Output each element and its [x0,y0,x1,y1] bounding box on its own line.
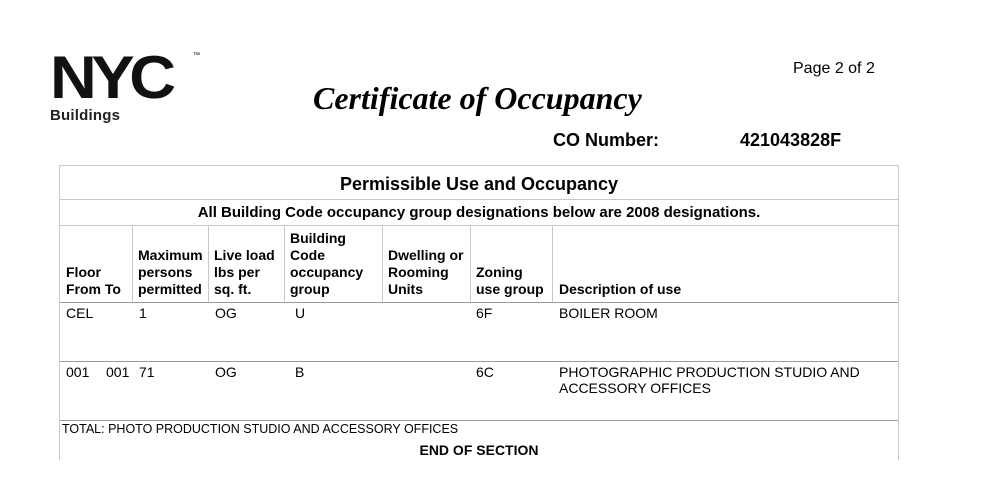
column-header-description: Description of use [559,281,682,297]
page-number: Page 2 of 2 [793,60,875,77]
logo-trademark: ™ [193,52,200,59]
table-header [60,225,898,298]
column-header-max-persons: Maximum persons permitted [138,247,203,297]
co-number-value: 421043828F [740,130,842,150]
cell-live-load: OG [215,364,237,380]
cell-max-persons: 1 [139,305,147,321]
cell-zoning: 6C [476,364,494,380]
nyc-buildings-logo [50,44,202,126]
section-title: Permissible Use and Occupancy [339,174,619,194]
cell-zoning: 6F [476,305,493,321]
cell-max-persons: 71 [139,364,155,380]
co-number-label: CO Number: [553,130,660,150]
column-header-dwelling-units: Dwelling or Rooming Units [388,247,464,297]
logo-subtitle: Buildings [50,107,121,124]
cell-floor-from: 001 [66,364,90,380]
divider [60,199,898,200]
document-title: Certificate of Occupancy [313,80,642,116]
cell-description: PHOTOGRAPHIC PRODUCTION STUDIO AND ACCESSORY OFFICES [559,364,860,396]
cell-floor-to: 001 [106,364,130,380]
cell-occupancy-group: B [295,364,305,380]
cell-floor-from: CEL [66,305,94,321]
cell-description: BOILER ROOM [559,305,658,321]
occupancy-table [59,165,899,460]
cell-live-load: OG [215,305,237,321]
logo-wordmark: NYC [50,44,171,111]
header-divider [60,302,898,303]
column-header-occupancy-group: Building Code occupancy group [290,230,364,297]
section-subtitle: All Building Code occupancy group designations below are 2008 designations. [197,204,761,221]
end-of-section: END OF SECTION [419,442,539,458]
column-header-zoning: Zoning use group [476,264,544,297]
total-note: TOTAL: PHOTO PRODUCTION STUDIO AND ACCESSORY OFFICES [62,422,459,436]
row-divider [60,361,898,362]
row-divider [60,420,898,421]
column-header-live-load: Live load lbs per sq. ft. [214,247,275,297]
column-header-floor: Floor From To [66,264,121,297]
cell-occupancy-group: U [295,305,306,321]
